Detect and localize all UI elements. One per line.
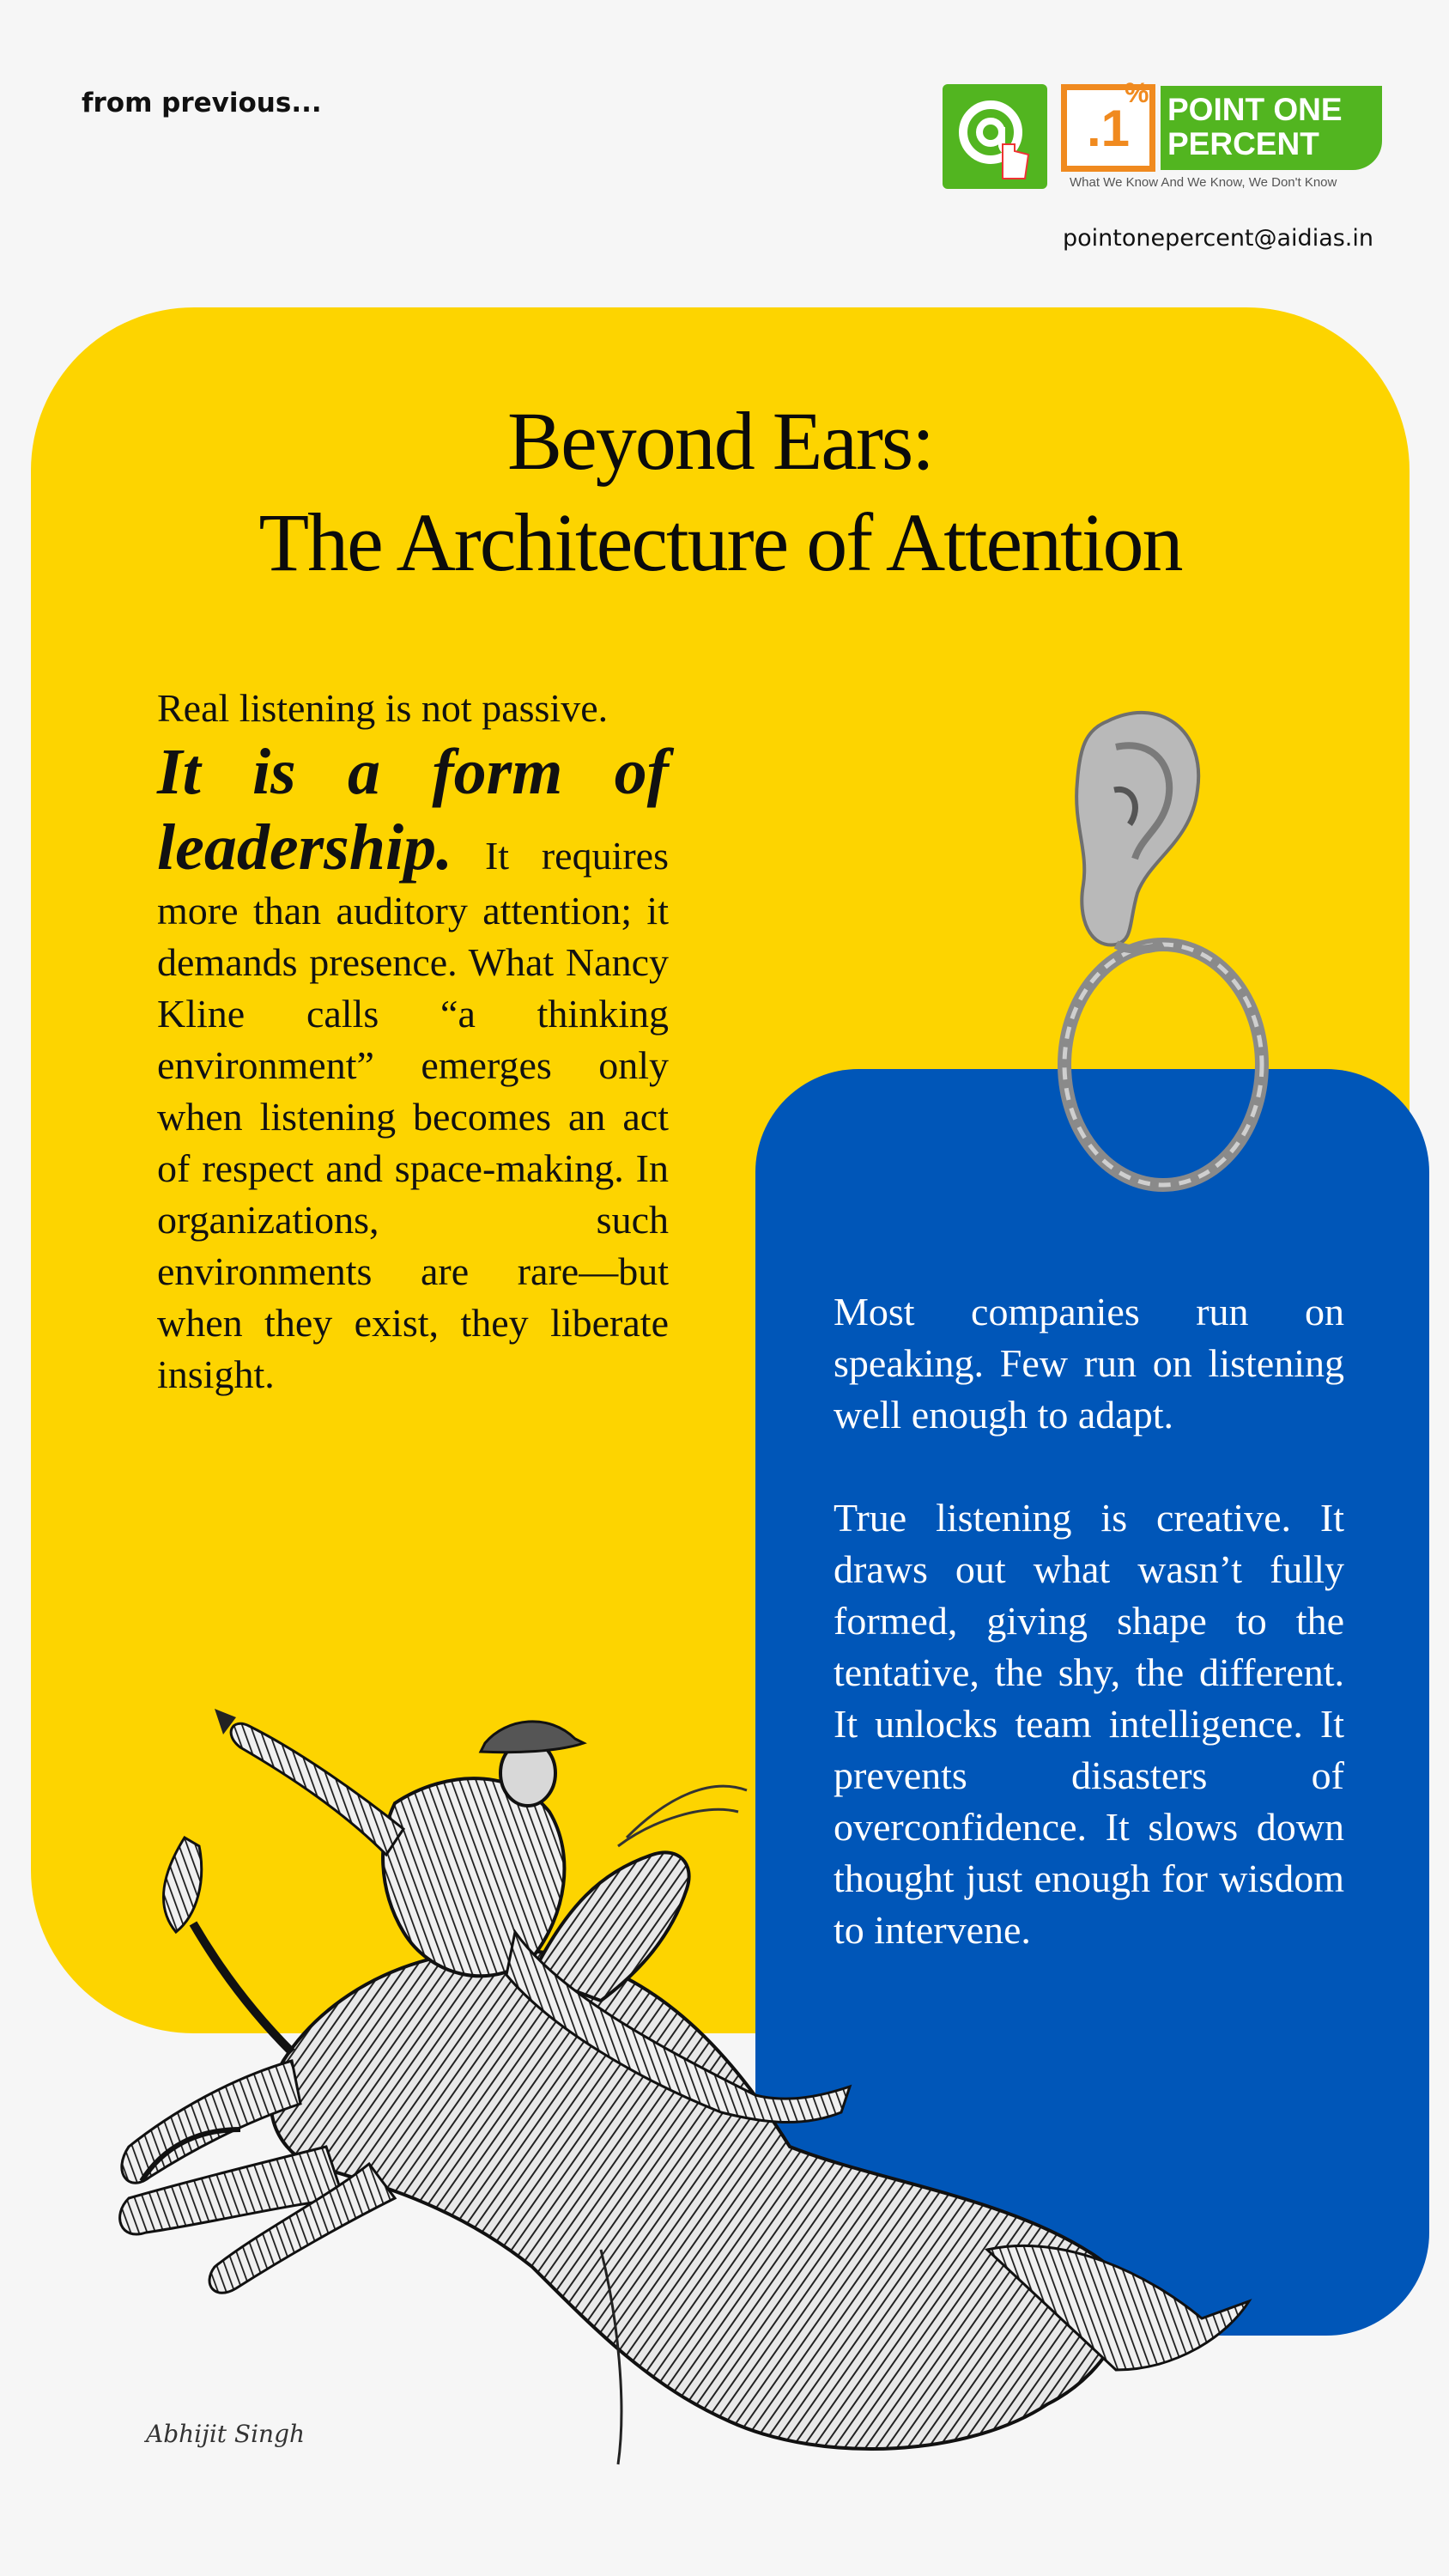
intro-sentence: Real listening is not passive. bbox=[157, 686, 609, 730]
percent-mark: % bbox=[1125, 77, 1149, 108]
emphasis-statement: It is a form of leadership. bbox=[157, 736, 669, 884]
artist-signature: Abhijit Singh bbox=[146, 2420, 306, 2448]
left-body: It requires more than auditory attention; it demands presence. What Nancy Kline calls “a thinking environment” emerges only when listening becomes an act of respect and space-making. In organizations, such environments are rare—but when they exist, they liberate insight. bbox=[157, 834, 669, 1396]
right-paragraph-1: Most companies run on speaking. Few run on listening well enough to adapt. bbox=[834, 1290, 1344, 1437]
contact-email[interactable]: pointonepercent@aidias.in bbox=[1063, 225, 1374, 252]
title-line-1: Beyond Ears: bbox=[507, 395, 933, 487]
horse-rider-illustration-icon bbox=[120, 1709, 1249, 2464]
logo-tagline: What We Know And We Know, We Don't Know bbox=[1070, 175, 1337, 190]
right-paragraph-2: True listening is creative. It draws out what wasn’t fully formed, giving shape to the tentative, the shy, the different. It unlocks team intelligence. It prevents disasters of overconfidence. It slows down thought just enough for wisdom to intervene. bbox=[834, 1496, 1344, 1952]
continuation-note: from previous... bbox=[82, 88, 322, 118]
title-line-2: The Architecture of Attention bbox=[258, 496, 1182, 588]
point-one-mark-text: .1 bbox=[1086, 100, 1131, 157]
logo-name: POINT ONE PERCENT bbox=[1167, 92, 1343, 161]
ear-sculpture-icon bbox=[1064, 713, 1262, 1185]
